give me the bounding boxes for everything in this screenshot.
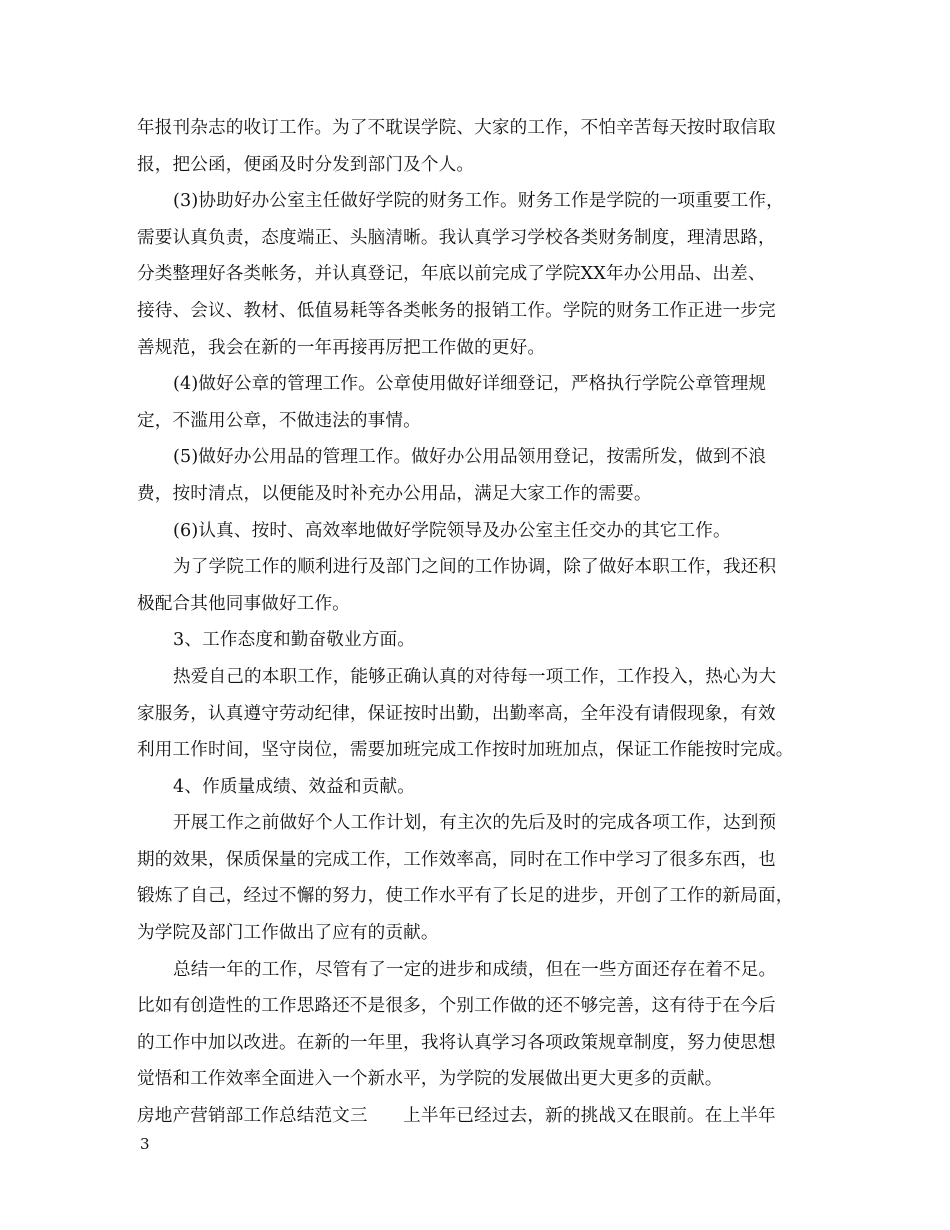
text-line: (6)认真、按时、高效率地做好学院领导及办公室主任交办的其它工作。 <box>173 520 731 541</box>
text-line: 报，把公函，便函及时分发到部门及个人。 <box>137 154 475 175</box>
text-line: 分类整理好各类帐务，并认真登记，年底以前完成了学院XX年办公用品、出差、 <box>137 264 766 285</box>
text-line: (5)做好办公用品的管理工作。做好办公用品领用登记，按需所发，做到不浪 <box>173 447 767 468</box>
text-line: 热爱自己的本职工作，能够正确认真的对待每一项工作，工作投入，热心为大 <box>173 666 777 687</box>
text-line: 接待、会议、教材、低值易耗等各类帐务的报销工作。学院的财务工作正进一步完 <box>137 300 776 321</box>
text-line: 利用工作时间，坚守岗位，需要加班完成工作按时加班加点，保证工作能按时完成。 <box>137 740 794 761</box>
text-line: 善规范，我会在新的一年再接再厉把工作做的更好。 <box>137 337 546 358</box>
text-line: 需要认真负责，态度端正、头脑清晰。我认真学习学校各类财务制度，理清思路， <box>137 227 776 248</box>
text-line: 锻炼了自己，经过不懈的努力，使工作水平有了长足的进步，开创了工作的新局面， <box>137 886 794 907</box>
page-number: 3 <box>140 1135 150 1153</box>
text-line: 年报刊杂志的收订工作。为了不耽误学院、大家的工作，不怕辛苦每天按时取信取 <box>137 118 776 138</box>
text-line: (3)协助好办公室主任做好学院的财务工作。财务工作是学院的一项重要工作， <box>173 191 784 212</box>
section-heading: 4、作质量成绩、效益和贡献。 <box>173 776 416 797</box>
document-body <box>137 110 827 1135</box>
text-line: 为学院及部门工作做出了应有的贡献。 <box>137 923 439 944</box>
text-line: 极配合其他同事做好工作。 <box>137 593 350 614</box>
text-line: 总结一年的工作，尽管有了一定的进步和成绩，但在一些方面还存在着不足。 <box>173 959 777 980</box>
section-heading: 3、工作态度和勤奋敬业方面。 <box>173 630 416 651</box>
text-line: 开展工作之前做好个人工作计划，有主次的先后及时的完成各项工作，达到预 <box>173 813 777 834</box>
text-line: 期的效果，保质保量的完成工作，工作效率高，同时在工作中学习了很多东西，也 <box>137 849 776 870</box>
text-line: 费，按时清点，以便能及时补充办公用品，满足大家工作的需要。 <box>137 483 652 504</box>
text-line: 定，不滥用公章，不做违法的事情。 <box>137 410 421 431</box>
text-line: (4)做好公章的管理工作。公章使用做好详细登记，严格执行学院公章管理规 <box>173 374 767 395</box>
text-line: 比如有创造性的工作思路还不是很多，个别工作做的还不够完善，这有待于在今后 <box>137 996 776 1017</box>
text-line: 家服务，认真遵守劳动纪律，保证按时出勤，出勤率高，全年没有请假现象，有效 <box>137 703 776 724</box>
text-line: 为了学院工作的顺利进行及部门之间的工作协调，除了做好本职工作，我还积 <box>173 557 777 578</box>
text-line: 的工作中加以改进。在新的一年里，我将认真学习各项政策规章制度，努力使思想 <box>137 1032 776 1053</box>
text-line: 觉悟和工作效率全面进入一个新水平，为学院的发展做出更大更多的贡献。 <box>137 1069 723 1090</box>
text-line: 房地产营销部工作总结范文三 上半年已经过去，新的挑战又在眼前。在上半年 <box>137 1106 776 1127</box>
